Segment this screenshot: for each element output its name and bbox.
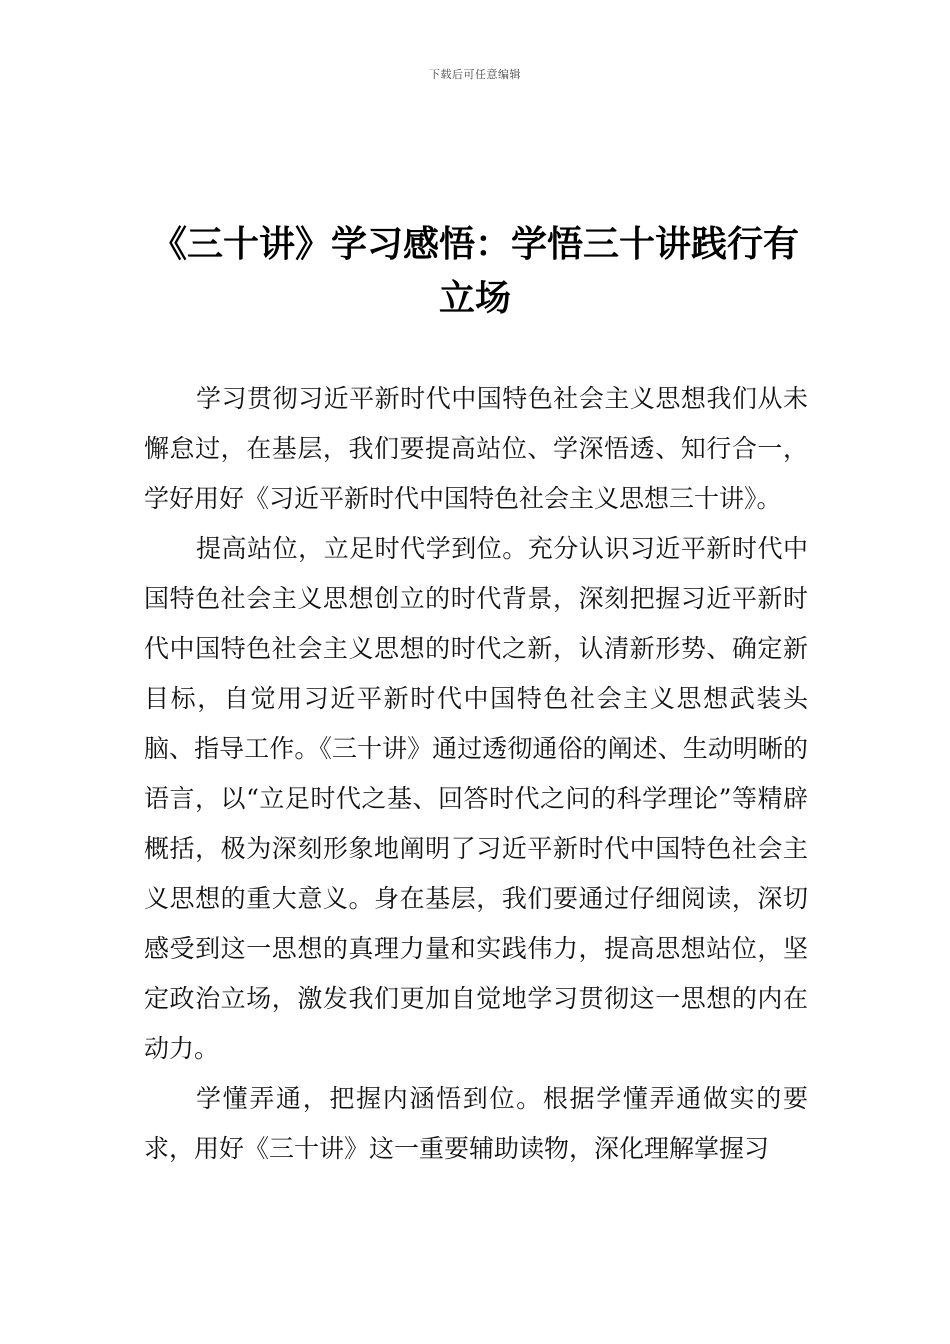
body-paragraph-3: 学懂弄通，把握内涵悟到位。根据学懂弄通做实的要求，用好《三十讲》这一重要辅助读物，深化理解掌握习 [144,1084,808,1163]
document-body [144,374,808,1174]
body-paragraph-2: 提高站位，立足时代学到位。充分认识习近平新时代中国特色社会主义思想创立的时代背景，深刻把握习近平新时代中国特色社会主义思想的时代之新，认清新形势、确定新目标，自觉用习近平新时代中国特色社会主义思想武装头脑、指导工作。《三十讲》通过透彻通俗的阐述、生动明晰的语言，以“立足时代之基、回答时代之问的科学理论”等精辟概括，极为深刻形象地阐明了习近平新时代中国特色社会主义思想的重大意义。身在基层，我们要通过仔细阅读，深切感受到这一思想的真理力量和实践伟力，提高思想站位，坚定政治立场，激发我们更加自觉地学习贯彻这一思想的内在动力。 [144,534,808,1063]
page-header-note: 下载后可任意编辑 [429,68,521,81]
body-paragraph-1: 学习贯彻习近平新时代中国特色社会主义思想我们从未懈怠过，在基层，我们要提高站位、学深悟透、知行合一，学好用好《习近平新时代中国特色社会主义思想三十讲》。 [144,384,808,513]
document-title: 《三十讲》学习感悟：学悟三十讲践行有立场 [150,224,799,319]
